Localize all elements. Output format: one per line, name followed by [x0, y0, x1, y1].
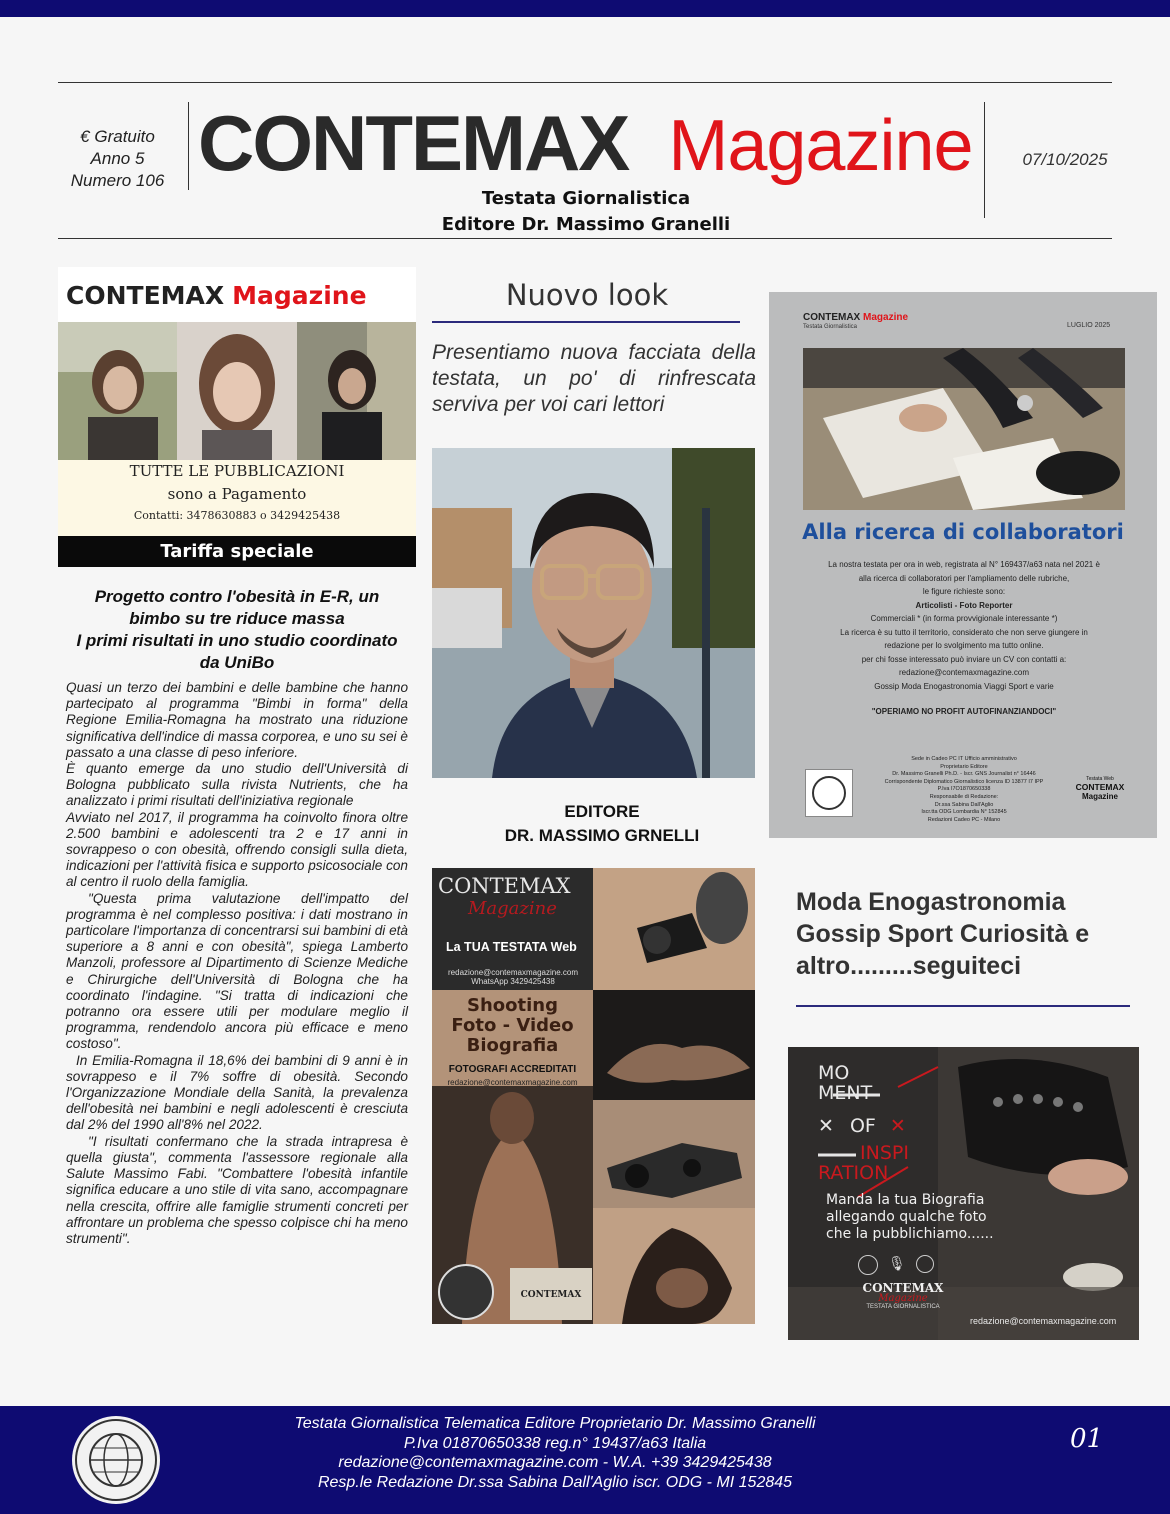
- shooting-line-3: Biografia: [466, 1035, 559, 1056]
- new-look-rule: [432, 321, 740, 323]
- close-x-red-icon: ✕: [889, 1115, 906, 1137]
- subtitle-line-1: Testata Giornalistica: [481, 188, 691, 209]
- footer-line-3[interactable]: redazione@contemaxmagazine.com - W.A. +39 3429425438: [338, 1454, 772, 1471]
- pricing-ad-brand: [58, 267, 416, 322]
- inspiration-word-5: RATION: [818, 1162, 889, 1184]
- card-line-8: per chi fosse interessato può inviare un CV con contatti a:: [861, 654, 1067, 664]
- article-title-line-3: I primi risultati in uno studio coordinato: [76, 631, 398, 650]
- card-gns-seal-icon: [805, 769, 853, 817]
- inspiration-ad[interactable]: [788, 1047, 1139, 1340]
- photo-girl-1: [58, 322, 177, 460]
- editor-caption: [432, 800, 772, 848]
- masthead-title-b: Magazine: [668, 106, 973, 186]
- article-paragraph-2: È quanto emerge da uno studio dell'Università di Bologna pubblicato sulla rivista Nutrients, che ha analizzato i primi risultati dell'iniziativa regionale: [66, 761, 408, 809]
- inspiration-word-1: MO: [818, 1062, 850, 1084]
- article-paragraph-5: In Emilia-Romagna il 18,6% dei bambini di 9 anni è in sovrappeso e il 7% soffre di obesità. Secondo l'Organizzazione Mondiale della Sanità, la prevalenza dell'obesità nei bambini e negli adolescenti è cresciuta dal 2% del 1990 all'8% nel 2022.: [66, 1052, 408, 1133]
- masthead-title: [198, 98, 973, 189]
- inspiration-word-4: INSPI: [860, 1142, 909, 1164]
- inspiration-message: [826, 1192, 994, 1243]
- card-line-7: redazione per lo svolgimento ma tutto online.: [884, 641, 1044, 650]
- card-foot-4: Corrispondente Diplomatico Giornalistico licenza ID 13877 I7 IPP: [884, 778, 1044, 785]
- article-title-line-4: da UniBo: [199, 653, 275, 672]
- masthead-bottom-rule: [58, 238, 1112, 239]
- article-paragraph-3: Avviato nel 2017, il programma ha coinvolto finora oltre 2.500 bambini e adolescenti tra 2 e 17 anni in sovrappeso o con obesità, offrendo consigli sulla dieta, indicazioni per l'attività fisica e supporto psicosociale con al centro il ruolo della famiglia.: [66, 809, 408, 890]
- mini-brand-card: [510, 1268, 592, 1320]
- top-bar: [0, 0, 1170, 17]
- shooting-ad-email: redazione@contemaxmagazine.com: [448, 968, 578, 977]
- card-line-10: Gossip Moda Enogastronomia Viaggi Sport e varie: [874, 681, 1054, 691]
- inspiration-icons: [858, 1255, 948, 1277]
- article-body: [66, 680, 408, 1247]
- shooting-ad-brand-b: Magazine: [468, 898, 557, 919]
- issue-info: [60, 126, 175, 192]
- card-badge-a: CONTEMAX: [1075, 782, 1125, 792]
- card-foot-9: Redazioni Cadeo PC - Milano: [927, 816, 1001, 823]
- page-number: 01: [1070, 1424, 1104, 1454]
- pricing-ad-line-1: TUTTE LE PUBBLICAZIONI: [129, 462, 345, 480]
- card-footer: [869, 756, 1059, 824]
- gns-footer-seal-icon: [70, 1414, 162, 1506]
- card-foot-2: Proprietario Editore: [940, 763, 988, 770]
- inspiration-email[interactable]: redazione@contemaxmagazine.com: [970, 1316, 1117, 1326]
- badge-icon: [858, 1255, 878, 1275]
- footer-line-4: Resp.le Redazione Dr.ssa Sabina Dall'Aglio iscr. ODG - MI 152845: [317, 1473, 793, 1491]
- editor-caption-line-1: EDITORE: [564, 802, 640, 821]
- pricing-ad-text: [58, 460, 416, 522]
- article-title-line-2: bimbo su tre riduce massa: [129, 609, 345, 628]
- card-line-5: Commerciali * (in forma provvigionale interessante *): [870, 614, 1058, 623]
- inspiration-brand-a: CONTEMAX: [862, 1281, 944, 1295]
- card-foot-3: Dr. Massimo Granelli Ph.D. - Iscr. GNS Journalist n° 16446: [892, 771, 1036, 778]
- subtitle-line-2: Editore Dr. Massimo Granelli: [441, 214, 731, 235]
- card-badge: [1065, 776, 1135, 801]
- photographers-label: FOTOGRAFI ACCREDITATI: [448, 1064, 577, 1075]
- card-date: LUGLIO 2025: [1067, 322, 1111, 329]
- globe-icon: [916, 1255, 934, 1273]
- card-line-2: alla ricerca di collaboratori per l'ampliamento delle rubriche,: [858, 573, 1070, 583]
- topics-line-1: Moda Enogastronomia: [796, 888, 1066, 916]
- inspiration-title: [818, 1063, 872, 1103]
- masthead-subtitle: [380, 186, 792, 238]
- card-badge-small: Testata Web: [1086, 776, 1114, 782]
- masthead-top-rule: [58, 82, 1112, 83]
- topics-line-3: altro.........seguiteci: [796, 952, 1022, 980]
- inspiration-word-2: MENT: [818, 1082, 873, 1104]
- article-paragraph-1: Quasi un terzo dei bambini e delle bambine che hanno partecipato al programma "Bimbi in forma" della Regione Emilia-Romagna ha mostrato una riduzione significativa dell'indice di massa corporea, e uno su sei è passato a una classe di peso inferiore.: [66, 680, 408, 760]
- card-foot-6: Responsabile di Redazione:: [929, 793, 999, 800]
- shooting-ad-whatsapp: WhatsApp 3429425438: [471, 977, 555, 986]
- card-foot-5: P.Iva I7O1870650338: [937, 786, 991, 793]
- masthead-divider-right: [984, 102, 985, 218]
- card-line-1: La nostra testata per ora in web, registrata al N° 169437/a63 nata nel 2021 è: [828, 560, 1100, 569]
- footer-line-1: Testata Giornalistica Telematica Editore Proprietario Dr. Massimo Granelli: [294, 1415, 816, 1432]
- article-title-line-1: Progetto contro l'obesità in E-R, un: [94, 587, 380, 606]
- card-brand-b: Magazine: [863, 312, 909, 323]
- pricing-ad-line-2: sono a Pagamento: [167, 485, 307, 503]
- card-brand-a: CONTEMAX: [803, 312, 861, 323]
- card-line-3: le figure richieste sono:: [922, 587, 1006, 596]
- shooting-ad-email-2: redazione@contemaxmagazine.com: [447, 1078, 578, 1087]
- pricing-ad-photos: [58, 322, 416, 460]
- shooting-ad[interactable]: [432, 868, 755, 1324]
- inspiration-brand-sub: TESTATA GIORNALISTICA: [866, 1304, 940, 1310]
- topics-line-2: Gossip Sport Curiosità e: [796, 920, 1090, 948]
- card-photo-meeting: [803, 348, 1125, 510]
- microphone-icon: 🎙: [888, 1255, 906, 1271]
- card-line-6: La ricerca è su tutto il territorio, considerato che non serve giungere in: [840, 627, 1088, 637]
- inspiration-brand: [848, 1281, 958, 1310]
- close-x-icon: ✕: [818, 1115, 834, 1137]
- shooting-ad-brand-block: [432, 868, 593, 990]
- gns-seal-icon: [438, 1264, 494, 1320]
- photo-girl-3: [297, 322, 416, 460]
- card-foot-7: Dr.ssa Sabina Dall'Aglio: [934, 801, 994, 808]
- editor-photo: [432, 448, 755, 778]
- card-foot-1: Sede in Cadeo PC IT Ufficio amministrativo: [911, 756, 1017, 762]
- masthead-divider-left: [188, 102, 189, 190]
- pricing-ad[interactable]: [58, 267, 416, 567]
- card-badge-b: Magazine: [1081, 792, 1118, 801]
- price-label: € Gratuito: [80, 127, 155, 146]
- inspiration-msg-3: che la pubblichiamo......: [826, 1226, 994, 1242]
- card-foot-8: Iscr.tta ODG Lombardia N° 152845: [921, 809, 1007, 816]
- year-label: Anno 5: [90, 149, 145, 168]
- footer-text: [200, 1414, 910, 1492]
- inspiration-msg-1: Manda la tua Biografia: [826, 1192, 985, 1208]
- pricing-ad-brand-b: Magazine: [232, 281, 367, 310]
- new-look-intro: Presentiamo nuova facciata della testata, un po' di rinfrescata serviva per voi cari lettori: [432, 341, 756, 416]
- mini-brand-label: CONTEMAX: [520, 1290, 582, 1300]
- pricing-ad-brand-a: CONTEMAX: [66, 281, 225, 310]
- card-motto: "OPERIAMO NO PROFIT AUTOFINANZIANDOCI": [871, 707, 1057, 716]
- card-sub: Testata Giornalistica: [803, 324, 858, 330]
- shooting-ad-tagline: La TUA TESTATA Web: [446, 940, 577, 954]
- tariff-banner[interactable]: Tariffa speciale: [58, 536, 416, 567]
- issue-date: 07/10/2025: [1022, 150, 1108, 169]
- inspiration-brand-b: Magazine: [878, 1293, 928, 1304]
- inspiration-msg-2: allegando qualche foto: [826, 1209, 987, 1225]
- masthead-title-a: CONTEMAX: [198, 99, 629, 187]
- editor-caption-line-2: DR. MASSIMO GRNELLI: [504, 826, 700, 845]
- article-title: [62, 586, 412, 674]
- inspiration-of-line: [818, 1115, 906, 1137]
- new-look-heading: Nuovo look: [505, 278, 669, 312]
- card-body: [803, 558, 1125, 719]
- card-brand: [803, 312, 908, 323]
- topics-rule: [796, 1005, 1130, 1007]
- shooting-ad-brand-a: CONTEMAX: [438, 874, 571, 898]
- photo-girl-2: [177, 322, 297, 460]
- card-line-4: Articolisti - Foto Reporter: [915, 600, 1013, 610]
- article-paragraph-4: "Questa prima valutazione dell'impatto del programma è nel complesso positiva: i dati mostrano in particolare l'importanza di concentrarsi sui bambini di età superiore a 8 anni e con obesità", spiega Lamberto Manzoli, professore al Dipartimento di Scienze Mediche e Chirurgiche dell'Università di Bologna che ha coordinato l'indagine. "Si tratta di indicazioni che potranno ora essere utili per modulare meglio il programma, rendendolo ancora più efficace e meno costoso".: [66, 890, 408, 1052]
- issue-label: Numero 106: [70, 171, 165, 190]
- inspiration-word-3: OF: [849, 1115, 876, 1137]
- article-paragraph-6: "I risultati confermano che la strada intrapresa è quella giusta", commenta l'assessore regionale alla Salute Massimo Fabi. "Combattere l'obesità infantile significa educare a uno stile di vita sano, accompagnare nella crescita, offrire alle famiglie strumenti concreti per affrontare un problema che spesso colpisce chi ha meno strumenti".: [66, 1133, 408, 1246]
- topics-heading: [796, 886, 1136, 982]
- footer-line-2: P.Iva 01870650338 reg.n° 19437/a63 Italia: [403, 1434, 707, 1452]
- card-title: Alla ricerca di collaboratori: [802, 520, 1124, 544]
- shooting-line-1: Shooting: [467, 995, 558, 1016]
- shooting-line-2: Foto - Video: [451, 1015, 574, 1036]
- recruitment-card[interactable]: [769, 292, 1157, 838]
- pricing-ad-contacts: Contatti: 3478630883 o 3429425438: [133, 509, 341, 522]
- shooting-ad-services: [432, 996, 593, 1056]
- card-line-9: redazione@contemaxmagazine.com: [899, 668, 1029, 677]
- inspiration-red-words: [818, 1143, 909, 1183]
